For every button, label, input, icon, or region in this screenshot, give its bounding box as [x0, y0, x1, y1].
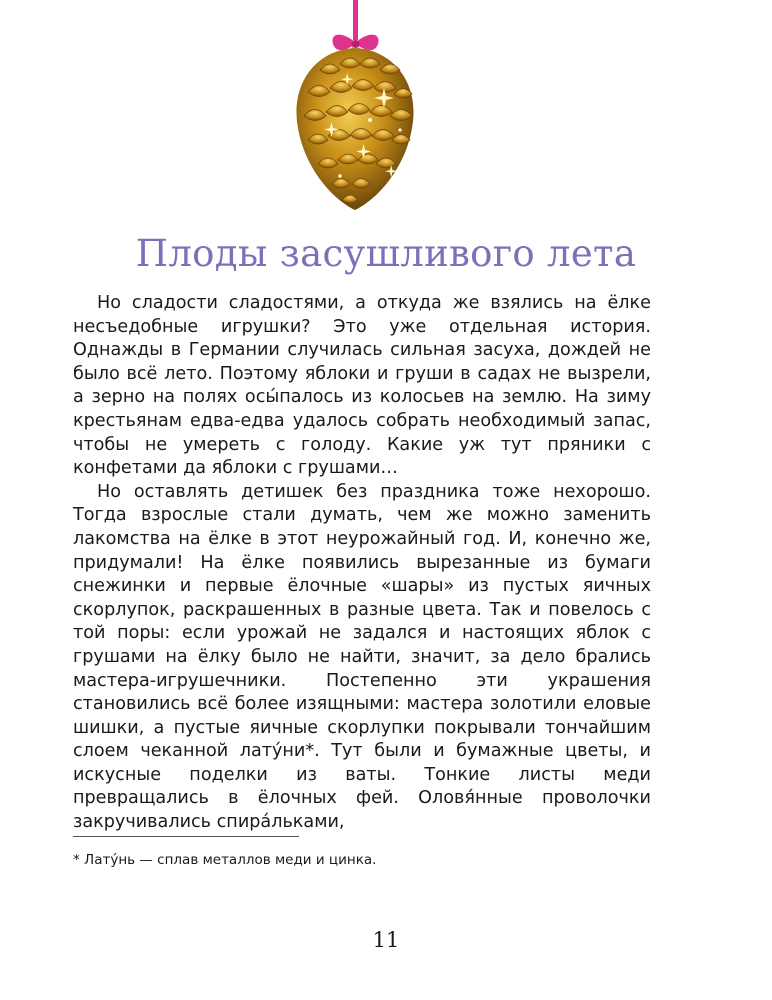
paragraph-2: Но оставлять детишек без праздника тоже нехорошо. Тогда взрослые стали думать, чем же можно заменить лакомства на ёлке в этот неурожайный год. И, конечно же, придумали! На ёлке появились вырезанные из бумаги снежинки и первые ёлочные «шары» из пустых яичных скорлупок, раскрашенных в разные цвета. Так и повелось с той поры: если урожай не задался и настоящих яблок с грушами на ёлку было не найти, значит, за дело брались мастера-игрушечники. Постепенно эти украшения становились всё более изящными: мастера золотили еловые шишки, а пустые яичные скорлупки покрывали тончайшим слоем чеканной лату́ни*. Тут были и бумажные цветы, и искусные поделки из ваты. Тонкие листы меди превращались в ёлочных фей. Оловя́нные проволочки закручивались спира́льками, — [73, 481, 651, 833]
body-text — [73, 292, 651, 835]
chapter-title: Плоды засушливого лета — [135, 232, 637, 275]
pine-cone-ornament-icon — [270, 0, 440, 220]
footnote: * Лату́нь — сплав металлов меди и цинка. — [73, 852, 377, 868]
footnote-divider — [73, 836, 299, 837]
paragraph-1: Но сладости сладостями, а откуда же взялись на ёлке несъедобные игрушки? Это уже отдельная история. Однажды в Германии случилась сильная засуха, дождей не было всё лето. Поэтому яблоки и груши в садах не вызрели, а зерно на полях осы́палось из колосьев на землю. На зиму крестьянам едва-едва удалось собрать необходимый запас, чтобы не умереть с голоду. Какие уж тут пряники с конфетами да яблоки с грушами… — [73, 293, 651, 479]
page-number: 11 — [372, 928, 400, 952]
